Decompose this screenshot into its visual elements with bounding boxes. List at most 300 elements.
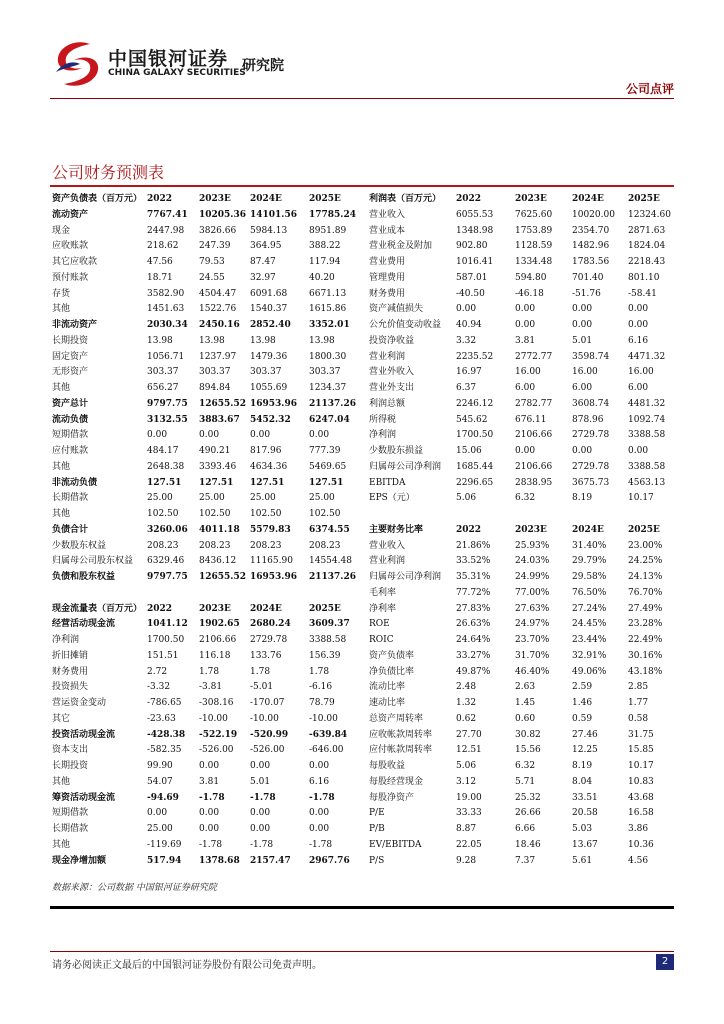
cell-value: 19.00 xyxy=(456,792,482,803)
disclaimer-text: 请务必阅读正文最后的中国银河证券股份有限公司免责声明。 xyxy=(52,960,322,971)
cell-value: 78.79 xyxy=(309,698,335,708)
cell-value: 24.64% xyxy=(456,635,491,645)
cell-value: 33.27% xyxy=(456,650,491,661)
cell-value: 2106.66 xyxy=(199,635,237,645)
left-financial-table xyxy=(52,192,356,882)
cell-value: 0.00 xyxy=(309,824,330,834)
cell-value: 8.04 xyxy=(572,776,593,787)
row-label: 预付账款 xyxy=(52,272,89,283)
cell-value: 12655.52 xyxy=(199,572,246,582)
cell-value: 16.97 xyxy=(456,367,482,378)
cell-value: 8.87 xyxy=(456,824,477,834)
row-label: 资产负债率 xyxy=(369,650,415,661)
cell-value: 127.51 xyxy=(147,477,182,488)
cell-value: -646.00 xyxy=(309,745,344,756)
cell-value: 0.00 xyxy=(515,304,536,315)
cell-value: 1237.97 xyxy=(199,351,237,362)
cell-value: 9797.75 xyxy=(147,572,188,582)
cell-value: 1.78 xyxy=(199,666,220,677)
cell-value: 2450.16 xyxy=(199,320,240,330)
row-label: 营业利润 xyxy=(369,556,406,567)
cell-value: -10.00 xyxy=(250,713,279,724)
cell-value: 6091.68 xyxy=(250,288,288,299)
cell-value: 16.00 xyxy=(572,367,598,378)
cell-value: 1451.63 xyxy=(147,304,185,315)
cell-value: 6.00 xyxy=(628,383,649,393)
row-label: 少数股东权益 xyxy=(52,540,107,551)
cell-value: 2218.43 xyxy=(628,257,666,267)
cell-value: 1.45 xyxy=(515,698,536,708)
cell-value: 0.00 xyxy=(628,304,649,315)
row-label: 无形资产 xyxy=(52,367,89,378)
cell-value: 0.00 xyxy=(199,824,220,834)
cell-value: 32.97 xyxy=(250,272,276,283)
cell-value: 102.50 xyxy=(250,509,282,519)
cell-value: 14554.48 xyxy=(309,556,352,567)
cell-value: 0.00 xyxy=(147,808,168,819)
row-label: 营业税金及附加 xyxy=(369,241,433,252)
cell-value: 25.32 xyxy=(515,792,541,803)
brand-name-cn: 中国银河证券 xyxy=(108,48,229,70)
cell-value: -786.65 xyxy=(147,698,182,708)
cell-value: 0.00 xyxy=(309,808,330,819)
row-label: 投资净收益 xyxy=(369,335,415,346)
row-label: 营业成本 xyxy=(369,225,406,236)
cell-value: 0.00 xyxy=(515,320,536,330)
cell-value: 4634.36 xyxy=(250,461,288,472)
cell-value: 1.32 xyxy=(456,698,477,708)
cell-value: 15.06 xyxy=(456,446,482,456)
cell-value: 3582.90 xyxy=(147,288,185,299)
row-label: 负债和股东权益 xyxy=(52,572,116,582)
row-label: 其它 xyxy=(52,713,71,724)
cell-value: 4481.32 xyxy=(628,398,666,409)
row-label: 经营活动现金流 xyxy=(52,619,116,630)
cell-value: 127.51 xyxy=(309,477,344,488)
cell-value: 2.59 xyxy=(572,682,593,693)
cell-value: 29.79% xyxy=(572,556,607,567)
cell-value: 6055.53 xyxy=(456,209,494,220)
cell-value: 8436.12 xyxy=(199,556,237,567)
cell-value: -40.50 xyxy=(456,288,485,299)
cell-value: 12324.60 xyxy=(628,209,671,220)
cell-value: 218.62 xyxy=(147,241,179,252)
cell-value: 0.00 xyxy=(572,446,593,456)
cell-value: 2023E xyxy=(515,194,547,204)
cell-value: 3388.58 xyxy=(309,635,347,645)
cell-value: 3.81 xyxy=(199,776,220,787)
cell-value: 2030.34 xyxy=(147,320,188,330)
cell-value: 25.00 xyxy=(250,493,276,504)
cell-value: 17785.24 xyxy=(309,209,356,220)
cell-value: -10.00 xyxy=(309,713,338,724)
cell-value: 388.22 xyxy=(309,241,341,252)
cell-value: 902.80 xyxy=(456,241,488,252)
cell-value: 1783.56 xyxy=(572,257,610,267)
row-label: 流动比率 xyxy=(369,682,406,693)
cell-value: 2871.63 xyxy=(628,225,666,236)
title-rule xyxy=(50,185,674,187)
cell-value: 15.85 xyxy=(628,745,654,756)
brand-name-en: CHINA GALAXY SECURITIES xyxy=(108,68,246,78)
header-rule xyxy=(50,98,674,99)
cell-value: -1.78 xyxy=(250,839,274,850)
cell-value: 1800.30 xyxy=(309,351,347,362)
cell-value: 208.23 xyxy=(309,540,341,551)
row-label: 资产总计 xyxy=(52,398,89,409)
cell-value: 1378.68 xyxy=(199,855,240,866)
cell-value: 6.00 xyxy=(572,383,593,393)
row-label: 净负债比率 xyxy=(369,666,415,677)
cell-value: 6.32 xyxy=(515,761,536,771)
row-label: 资产负债表（百万元） xyxy=(52,194,143,204)
cell-value: 2967.76 xyxy=(309,855,350,866)
cell-value: 364.95 xyxy=(250,241,282,252)
row-label: 应收帐款周转率 xyxy=(369,729,433,740)
cell-value: 517.94 xyxy=(147,855,182,866)
row-label: 财务费用 xyxy=(52,666,89,677)
cell-value: 25.00 xyxy=(309,493,335,504)
cell-value: 2022 xyxy=(456,524,482,535)
row-label: 其他 xyxy=(52,461,71,472)
row-label: 现金流量表（百万元） xyxy=(52,603,143,614)
cell-value: 5.01 xyxy=(572,335,593,346)
cell-value: 5.03 xyxy=(572,824,593,834)
cell-value: 117.94 xyxy=(309,257,341,267)
cell-value: 26.66 xyxy=(515,808,541,819)
cell-value: 484.17 xyxy=(147,446,179,456)
cell-value: 16953.96 xyxy=(250,572,297,582)
cell-value: 49.87% xyxy=(456,666,491,677)
cell-value: 13.98 xyxy=(147,335,173,346)
cell-value: 2838.95 xyxy=(515,477,553,488)
cell-value: 594.80 xyxy=(515,272,547,283)
cell-value: 9797.75 xyxy=(147,398,188,409)
document-type-label: 公司点评 xyxy=(625,82,674,96)
cell-value: 13.98 xyxy=(199,335,225,346)
cell-value: 35.31% xyxy=(456,572,491,582)
source-note: 数据来源：公司数据 中国银河证券研究院 xyxy=(52,883,217,893)
cell-value: 208.23 xyxy=(250,540,282,551)
cell-value: 6247.04 xyxy=(309,414,350,425)
cell-value: 303.37 xyxy=(309,367,341,378)
cell-value: 12.51 xyxy=(456,745,482,756)
row-label: 财务费用 xyxy=(369,288,406,299)
cell-value: 21137.26 xyxy=(309,398,356,409)
cell-value: 1482.96 xyxy=(572,241,610,252)
cell-value: -10.00 xyxy=(199,713,228,724)
row-label: 营业利润 xyxy=(369,351,406,362)
cell-value: 2157.47 xyxy=(250,855,291,866)
cell-value: 25.00 xyxy=(147,493,173,504)
cell-value: 5.71 xyxy=(515,776,536,787)
cell-value: 33.33 xyxy=(456,808,482,819)
cell-value: 30.82 xyxy=(515,729,541,740)
cell-value: 102.50 xyxy=(309,509,341,519)
cell-value: 3260.06 xyxy=(147,524,188,535)
cell-value: 1.77 xyxy=(628,698,649,708)
cell-value: 801.10 xyxy=(628,272,660,283)
row-label: 所得税 xyxy=(369,414,397,425)
cell-value: 14101.56 xyxy=(250,209,297,220)
row-label: 应收账款 xyxy=(52,241,89,252)
cell-value: -3.32 xyxy=(147,682,171,693)
cell-value: 0.00 xyxy=(147,430,168,441)
cell-value: 4563.13 xyxy=(628,477,666,488)
cell-value: 0.00 xyxy=(515,446,536,456)
cell-value: 3.32 xyxy=(456,335,477,346)
row-label: 每股净资产 xyxy=(369,792,415,803)
cell-value: 6.32 xyxy=(515,493,536,504)
cell-value: 2648.38 xyxy=(147,461,185,472)
cell-value: 4504.47 xyxy=(199,288,237,299)
cell-value: 208.23 xyxy=(147,540,179,551)
cell-value: 0.00 xyxy=(250,430,271,441)
cell-value: 2235.52 xyxy=(456,351,494,362)
row-label: 其它应收款 xyxy=(52,257,98,267)
cell-value: 27.63% xyxy=(515,603,550,614)
row-label: ROE xyxy=(369,619,390,630)
cell-value: -582.35 xyxy=(147,745,182,756)
cell-value: 31.70% xyxy=(515,650,550,661)
cell-value: 3609.37 xyxy=(309,619,350,630)
cell-value: -1.78 xyxy=(250,792,276,803)
page-header xyxy=(0,0,724,100)
row-label: 固定资产 xyxy=(52,351,89,362)
cell-value: 24.97% xyxy=(515,619,550,630)
cell-value: 12.25 xyxy=(572,745,598,756)
cell-value: 18.46 xyxy=(515,839,541,850)
cell-value: 1041.12 xyxy=(147,619,188,630)
cell-value: 0.00 xyxy=(572,320,593,330)
cell-value: 30.16% xyxy=(628,650,663,661)
cell-value: 24.99% xyxy=(515,572,550,582)
cell-value: 77.72% xyxy=(456,587,491,598)
cell-value: -1.78 xyxy=(309,792,335,803)
cell-value: 79.53 xyxy=(199,257,225,267)
row-label: 利润总额 xyxy=(369,398,406,409)
cell-value: 0.00 xyxy=(250,761,271,771)
row-label: 短期借款 xyxy=(52,430,89,441)
cell-value: 10020.00 xyxy=(572,209,615,220)
institute-label: 研究院 xyxy=(242,58,284,74)
cell-value: 587.01 xyxy=(456,272,488,283)
row-label: 管理费用 xyxy=(369,272,406,283)
cell-value: 2023E xyxy=(515,524,547,535)
cell-value: 2024E xyxy=(572,194,604,204)
cell-value: 8.19 xyxy=(572,761,593,771)
row-label: EPS（元） xyxy=(369,493,415,504)
cell-value: 2680.24 xyxy=(250,619,291,630)
cell-value: 2296.65 xyxy=(456,477,494,488)
cell-value: -428.38 xyxy=(147,729,186,740)
cell-value: 2022 xyxy=(147,194,173,204)
cell-value: -6.16 xyxy=(309,682,333,693)
cell-value: 151.51 xyxy=(147,650,179,661)
cell-value: 1540.37 xyxy=(250,304,288,315)
cell-value: -170.07 xyxy=(250,698,285,708)
cell-value: 40.94 xyxy=(456,320,482,330)
cell-value: 27.70 xyxy=(456,729,482,740)
cell-value: 5.06 xyxy=(456,493,477,504)
cell-value: 49.06% xyxy=(572,666,607,677)
cell-value: 11165.90 xyxy=(250,556,293,567)
cell-value: -308.16 xyxy=(199,698,234,708)
row-label: 营业收入 xyxy=(369,209,406,220)
cell-value: 4.56 xyxy=(628,855,649,866)
row-label: 毛利率 xyxy=(369,587,397,598)
cell-value: 133.76 xyxy=(250,650,282,661)
cell-value: 1348.98 xyxy=(456,225,494,236)
row-label: 投资损失 xyxy=(52,682,89,693)
cell-value: 2025E xyxy=(628,194,660,204)
row-label: 非流动资产 xyxy=(52,320,98,330)
cell-value: 25.93% xyxy=(515,540,550,551)
cell-value: 1824.04 xyxy=(628,241,666,252)
row-label: ROIC xyxy=(369,635,394,645)
row-label: 利润表（百万元） xyxy=(369,194,442,204)
row-label: 非流动负债 xyxy=(52,477,98,488)
cell-value: 1479.36 xyxy=(250,351,288,362)
cell-value: 5.61 xyxy=(572,855,593,866)
row-label: 营业外收入 xyxy=(369,367,415,378)
row-label: 总资产周转率 xyxy=(369,713,424,724)
row-label: 流动资产 xyxy=(52,209,89,220)
cell-value: 6.37 xyxy=(456,383,477,393)
row-label: 主要财务比率 xyxy=(369,524,424,535)
cell-value: 1056.71 xyxy=(147,351,185,362)
cell-value: 43.68 xyxy=(628,792,654,803)
cell-value: 208.23 xyxy=(199,540,231,551)
cell-value: 490.21 xyxy=(199,446,231,456)
cell-value: 2852.40 xyxy=(250,320,291,330)
cell-value: 5579.83 xyxy=(250,524,291,535)
cell-value: 2729.78 xyxy=(572,461,610,472)
cell-value: 2024E xyxy=(250,194,282,204)
cell-value: 23.28% xyxy=(628,619,663,630)
cell-value: 33.51 xyxy=(572,792,598,803)
cell-value: 3826.66 xyxy=(199,225,237,236)
row-label: 应付账款 xyxy=(52,446,89,456)
row-label: 资产减值损失 xyxy=(369,304,424,315)
cell-value: 3393.46 xyxy=(199,461,237,472)
cell-value: 3388.58 xyxy=(628,430,666,441)
cell-value: 24.25% xyxy=(628,556,663,567)
cell-value: 24.13% xyxy=(628,572,663,582)
cell-value: 303.37 xyxy=(147,367,179,378)
cell-value: 6.66 xyxy=(515,824,536,834)
cell-value: 31.75 xyxy=(628,729,654,740)
cell-value: 15.56 xyxy=(515,745,541,756)
cell-value: 10.36 xyxy=(628,839,654,850)
row-label: 折旧摊销 xyxy=(52,650,89,661)
cell-value: 24.03% xyxy=(515,556,550,567)
section-title: 公司财务预测表 xyxy=(52,163,165,182)
cell-value: 817.96 xyxy=(250,446,282,456)
row-label: 归属母公司股东权益 xyxy=(52,556,134,567)
cell-value: 6.16 xyxy=(309,776,330,787)
cell-value: 4471.32 xyxy=(628,351,666,362)
row-label: P/S xyxy=(369,855,385,866)
cell-value: 1055.69 xyxy=(250,383,288,393)
cell-value: 102.50 xyxy=(147,509,179,519)
cell-value: 102.50 xyxy=(199,509,231,519)
cell-value: 16.00 xyxy=(628,367,654,378)
row-label: 负债合计 xyxy=(52,524,89,535)
cell-value: 1902.65 xyxy=(199,619,240,630)
cell-value: 3883.67 xyxy=(199,414,240,425)
cell-value: 5.01 xyxy=(250,776,271,787)
cell-value: 1700.50 xyxy=(147,635,185,645)
cell-value: 2246.12 xyxy=(456,398,494,409)
cell-value: -526.00 xyxy=(250,745,285,756)
cell-value: 7.37 xyxy=(515,855,536,866)
row-label: 公允价值变动收益 xyxy=(369,320,442,330)
cell-value: -526.00 xyxy=(199,745,234,756)
cell-value: -94.69 xyxy=(147,792,179,803)
cell-value: 8951.89 xyxy=(309,225,347,236)
row-label: 应付帐款周转率 xyxy=(369,745,433,756)
cell-value: 2729.78 xyxy=(572,430,610,441)
cell-value: 2025E xyxy=(309,194,341,204)
row-label: 其他 xyxy=(52,839,71,850)
row-label: EBITDA xyxy=(369,477,406,488)
cell-value: 5984.13 xyxy=(250,225,288,236)
cell-value: 0.00 xyxy=(456,304,477,315)
cell-value: 6329.46 xyxy=(147,556,185,567)
cell-value: 0.00 xyxy=(628,320,649,330)
cell-value: 16.00 xyxy=(515,367,541,378)
cell-value: 127.51 xyxy=(199,477,234,488)
cell-value: -23.63 xyxy=(147,713,176,724)
cell-value: 1128.59 xyxy=(515,241,553,252)
page-number: 2 xyxy=(656,954,674,970)
cell-value: -119.69 xyxy=(147,839,182,850)
cell-value: 8.19 xyxy=(572,493,593,504)
cell-value: 247.39 xyxy=(199,241,231,252)
china-galaxy-logo-icon xyxy=(50,38,106,90)
cell-value: 47.56 xyxy=(147,257,173,267)
cell-value: 2.48 xyxy=(456,682,477,693)
cell-value: -1.78 xyxy=(309,839,333,850)
cell-value: 13.98 xyxy=(309,335,335,346)
row-label: 长期投资 xyxy=(52,761,89,771)
row-label: 资本支出 xyxy=(52,745,89,756)
cell-value: 7625.60 xyxy=(515,209,553,220)
cell-value: 18.71 xyxy=(147,272,173,283)
cell-value: 2024E xyxy=(572,524,604,535)
cell-value: 10.83 xyxy=(628,776,654,787)
row-label: 速动比率 xyxy=(369,698,406,708)
cell-value: 43.18% xyxy=(628,666,663,677)
cell-value: 1092.74 xyxy=(628,414,666,425)
cell-value: 2025E xyxy=(628,524,660,535)
cell-value: 1334.48 xyxy=(515,257,553,267)
cell-value: 0.00 xyxy=(199,761,220,771)
cell-value: 29.58% xyxy=(572,572,607,582)
cell-value: 1700.50 xyxy=(456,430,494,441)
cell-value: 2782.77 xyxy=(515,398,553,409)
cell-value: 0.00 xyxy=(250,824,271,834)
row-label: 现金 xyxy=(52,225,71,236)
cell-value: 99.90 xyxy=(147,761,173,771)
row-label: 归属母公司净利润 xyxy=(369,572,442,582)
row-label: 其他 xyxy=(52,776,71,787)
cell-value: 0.00 xyxy=(199,430,220,441)
cell-value: 3388.58 xyxy=(628,461,666,472)
cell-value: 9.28 xyxy=(456,855,477,866)
row-label: 存货 xyxy=(52,288,71,299)
